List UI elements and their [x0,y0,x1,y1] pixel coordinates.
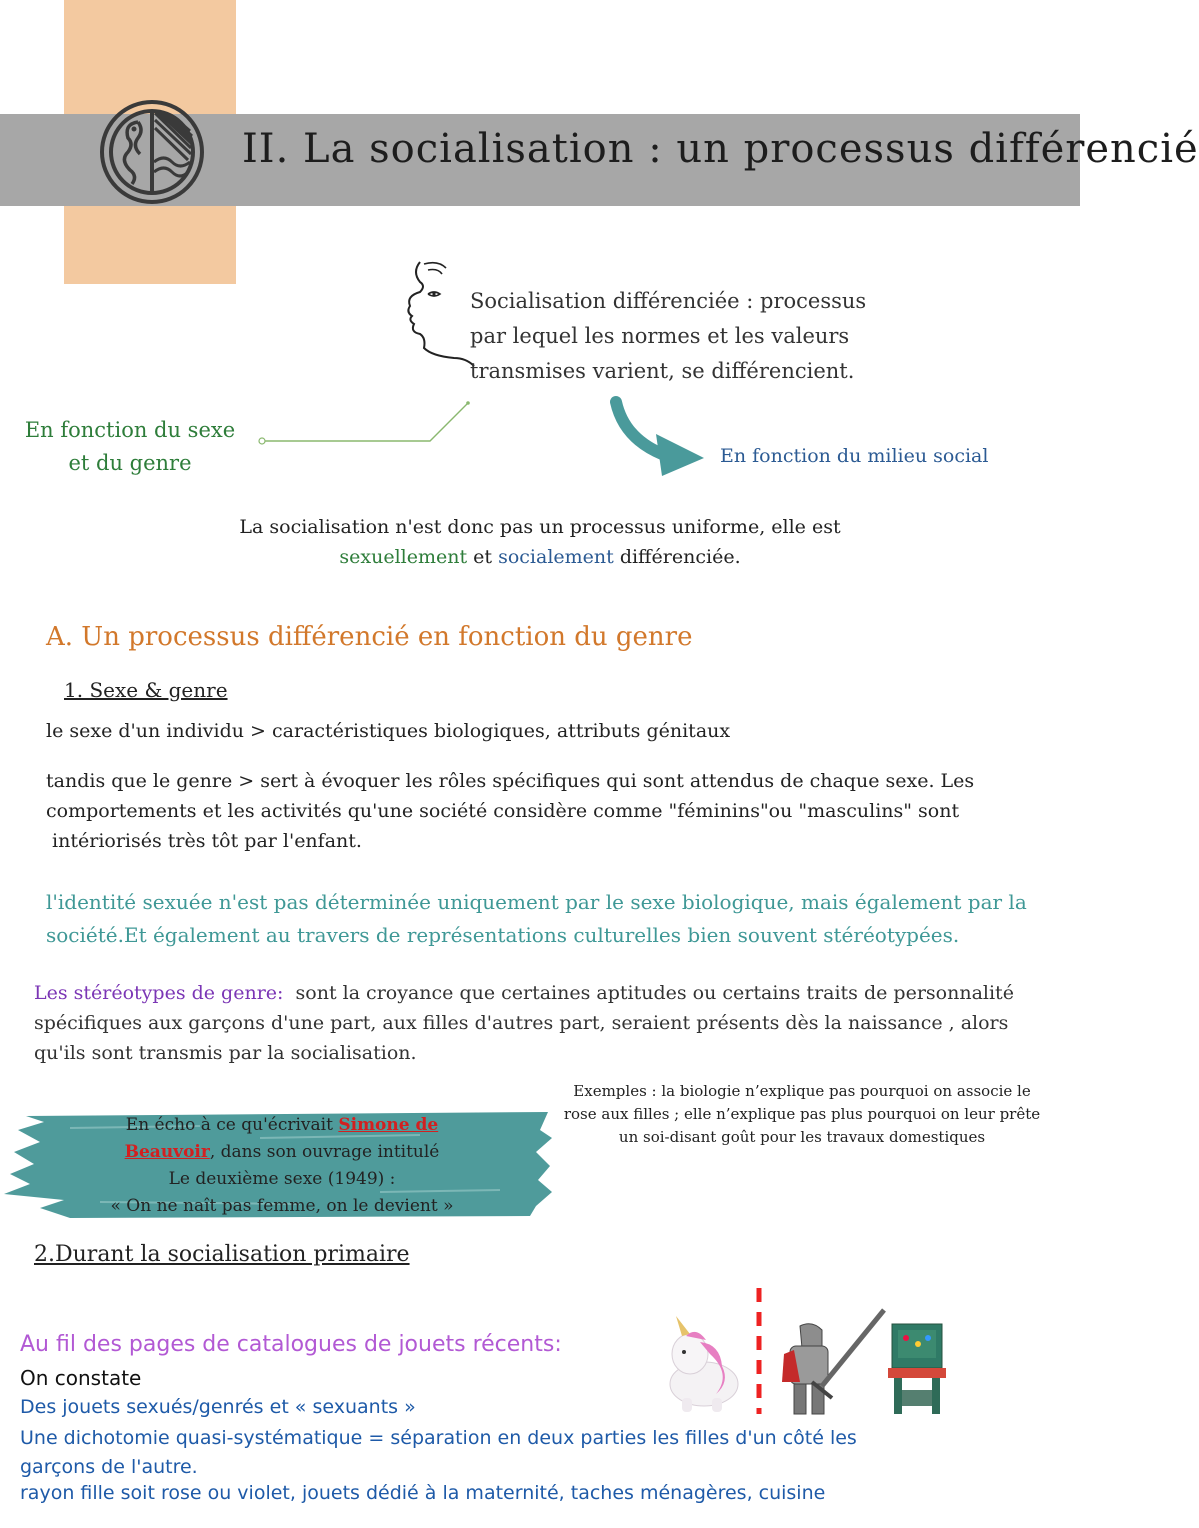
catalogue-line: garçons de l'autre. [20,1456,198,1478]
quote-line [80,1112,484,1139]
definition-text [470,284,890,389]
face-profile-icon [398,258,478,368]
paragraph-line: société.Et également au travers de représentations culturelles bien souvent stéréotypées. [46,923,960,947]
branch-sex-gender [20,414,240,480]
conclusion-end: différenciée. [613,546,741,568]
author-name: Beauvoir [124,1142,210,1162]
quote-text: En écho à ce qu'écrivait [125,1115,339,1135]
paragraph-line: comportements et les activités qu'une société considère comme "féminins"ou "masculins" sont [46,800,960,822]
paragraph-line: qu'ils sont transmis par la socialisation. [34,1042,417,1064]
paragraph-sex: le sexe d'un individu > caractéristiques biologiques, attributs génitaux [46,720,731,742]
definition-line: transmises varient, se différencient. [470,359,855,383]
knight-toy-icon [782,1310,884,1414]
paragraph-line: tandis que le genre > sert à évoquer les rôles spécifiques qui sont attendus de chaque sexe. Les [46,770,975,792]
paragraph-identity [46,886,1046,952]
subsection-primary-socialisation: 2.Durant la socialisation primaire [34,1242,410,1267]
catalogue-dichotomy [20,1424,1000,1482]
definition-line: par lequel les normes et les valeurs [470,324,850,348]
paragraph-line: intériorisés très tôt par l'enfant. [46,830,362,852]
conclusion [190,512,890,572]
conclusion-line [190,542,890,572]
examples-line: rose aux filles ; elle n’explique pas plus pourquoi on leur prête [563,1105,1041,1123]
stereotypes-text: sont la croyance que certaines aptitudes ou certains traits de personnalité [283,982,1014,1004]
section-a-title: A. Un processus différencié en fonction du genre [46,622,693,652]
toys-illustration [662,1286,952,1422]
socially-word: socialement [498,546,614,568]
paragraph-stereotypes [34,978,1054,1068]
and-word: et [467,546,499,568]
branch-line: et du genre [68,451,192,475]
definition-line: Socialisation différenciée : processus [470,289,867,313]
quote-line [80,1139,484,1166]
sexually-word: sexuellement [339,546,468,568]
paragraph-line: l'identité sexuée n'est pas déterminée uniquement par le sexe biologique, mais également par la [46,890,1027,914]
quote-line: Le deuxième sexe (1949) : [168,1169,396,1189]
quote-text: , dans son ouvrage intitulé [209,1142,440,1162]
examples-note [560,1080,1044,1149]
page-title: II. La socialisation : un processus différencié [242,126,1199,172]
seahorse-emblem-icon [98,98,206,206]
unicorn-toy-icon [670,1316,738,1412]
catalogue-gendered-toys: Des jouets sexués/genrés et « sexuants » [20,1396,416,1418]
catalogue-girls-aisle: rayon fille soit rose ou violet, jouets dédié à la maternité, taches ménagères, cuisine [20,1482,826,1504]
paragraph-gender [46,766,1046,856]
examples-line: Exemples : la biologie n’explique pas pourquoi on associe le [573,1082,1031,1100]
catalogue-line: Une dichotomie quasi-systématique = séparation en deux parties les filles d'un côté les [20,1427,857,1449]
branch-social-milieu: En fonction du milieu social [720,445,989,467]
paragraph-line [34,978,1054,1008]
branch-line: En fonction du sexe [24,418,236,442]
quote-line: « On ne naît pas femme, on le devient » [110,1196,454,1216]
beauvoir-quote [80,1112,484,1220]
catalogue-heading: Au fil des pages de catalogues de jouets récents: [20,1332,562,1357]
subsection-sex-gender: 1. Sexe & genre [64,678,228,702]
conclusion-line: La socialisation n'est donc pas un processus uniforme, elle est [239,516,841,538]
author-name: Simone de [338,1115,439,1135]
examples-line: un soi-disant goût pour les travaux domestiques [618,1128,986,1146]
stereotypes-label: Les stéréotypes de genre: [34,982,284,1004]
workbench-toy-icon [888,1324,946,1414]
catalogue-observation: On constate [20,1366,142,1390]
paragraph-line: spécifiques aux garçons d'une part, aux filles d'autres part, seraient présents dès la naissance , alors [34,1012,1009,1034]
curved-arrow-icon [606,398,706,480]
connector-line [256,396,476,448]
